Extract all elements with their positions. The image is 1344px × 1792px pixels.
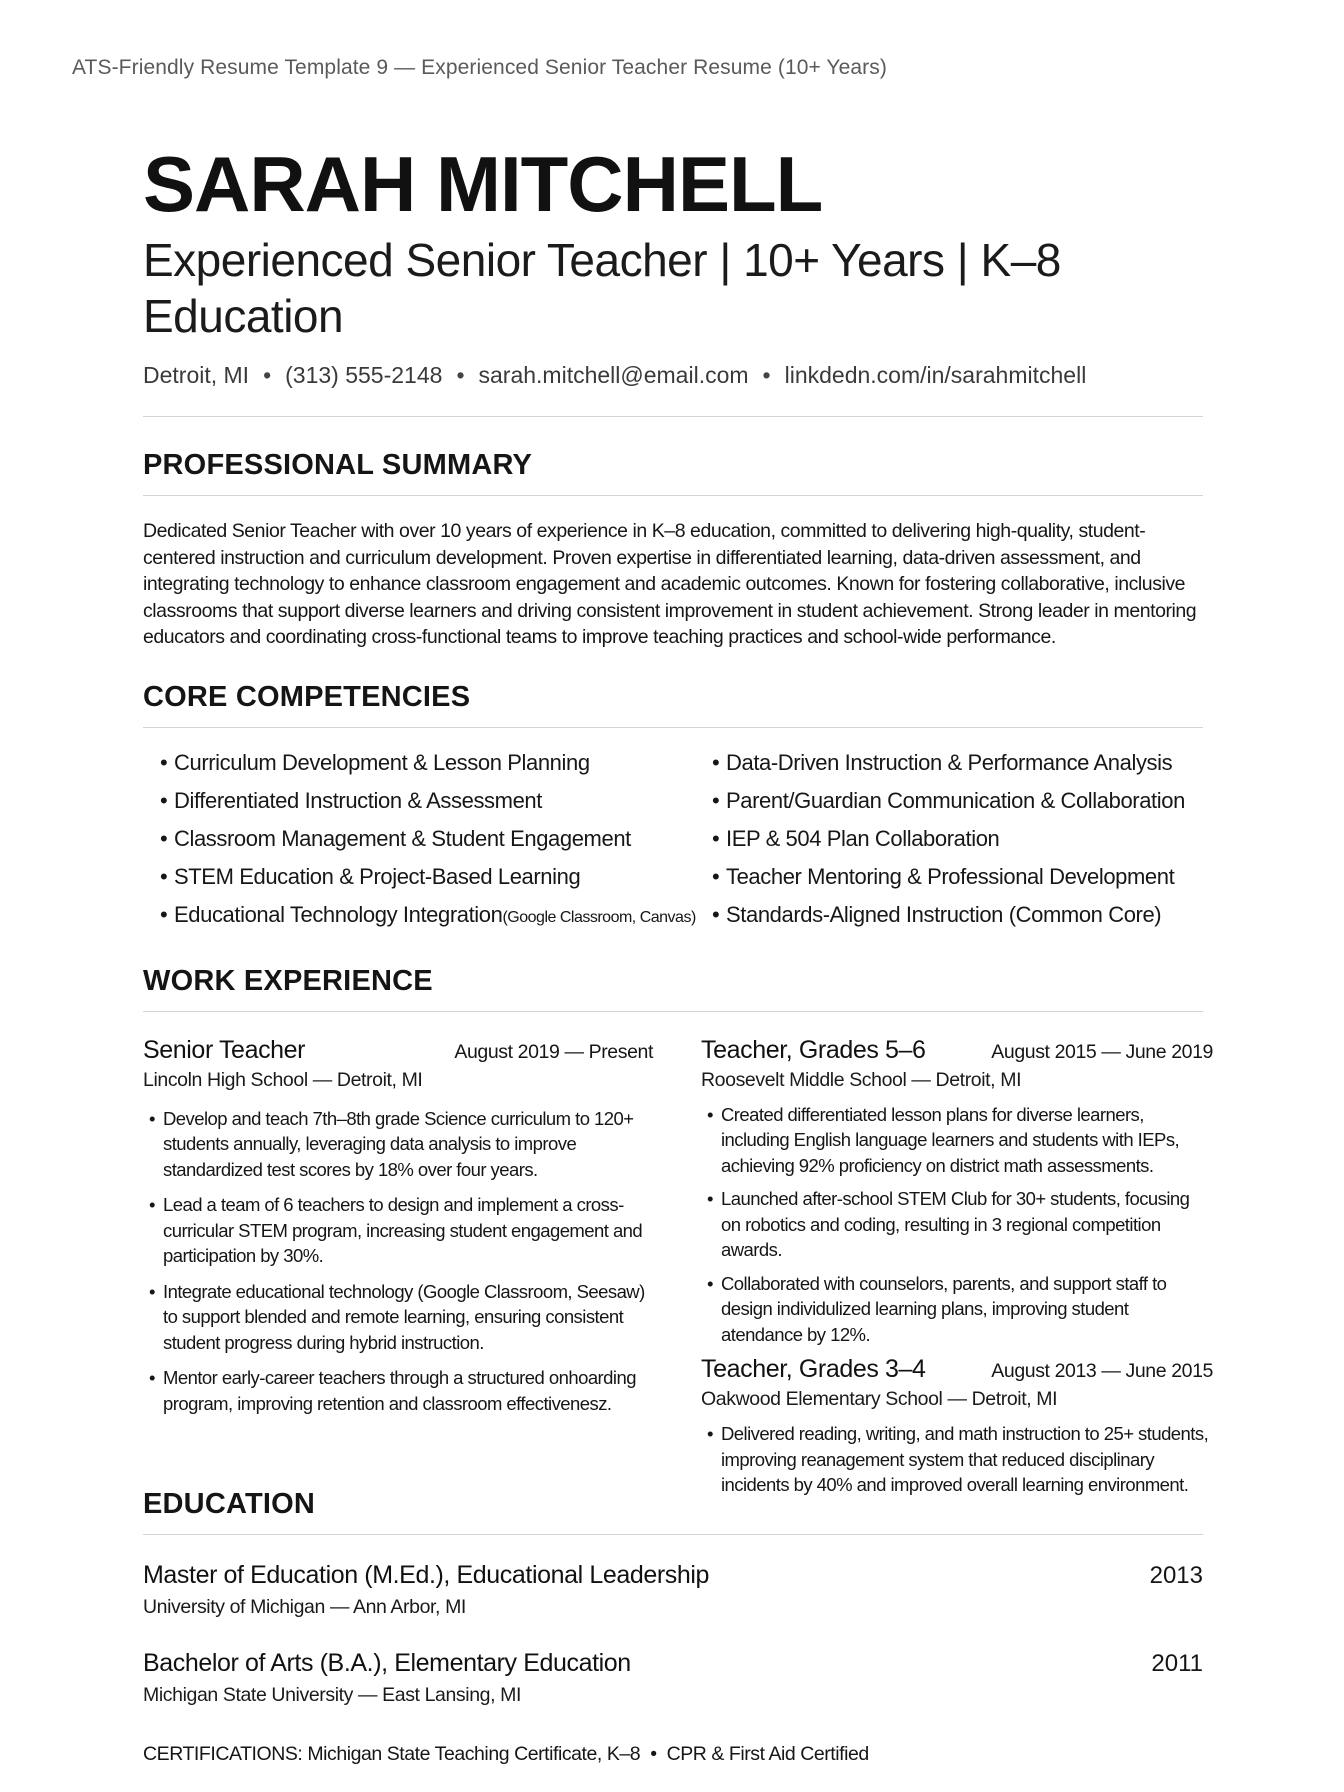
contact-phone: (313) 555-2148 [285,362,443,388]
experience-left-column [143,1036,653,1506]
education-entry [143,1649,1203,1707]
competency-item: • Teacher Mentoring & Professional Development [712,863,1175,889]
job-bullet: • Launched after-school STEM Club for 30+ students, focusing on robotics and coding, resulting in 3 regional competition awards. [721,1186,1213,1263]
job-title: Teacher, Grades 5–6 [701,1035,926,1064]
competencies-section [143,679,1203,728]
education-entry [143,1561,1203,1619]
candidate-headline: Experienced Senior Teacher | 10+ Years | K–8 Education [143,234,1061,342]
education-year: 2013 [1149,1561,1203,1589]
job-dates: August 2015 — June 2019 [991,1040,1213,1063]
competency-item: • Parent/Guardian Communication & Collaboration [712,787,1185,813]
contact-location: Detroit, MI [143,362,250,388]
contact-separator: • [456,362,465,388]
resume-page [143,140,1213,1766]
contact-separator: • [263,362,272,388]
job-organization: Roosevelt Middle School — Detroit, MI [701,1068,1022,1091]
contact-linkedin[interactable]: linkdedn.com/in/sarahmitchell [784,362,1087,388]
competency-item: • Educational Technology Integration(Google Classroom, Canvas) [160,901,696,927]
summary-section [143,447,1203,496]
divider [143,416,1203,417]
competency-item: • Curriculum Development & Lesson Planning [160,749,590,775]
competencies-list [143,744,1203,937]
education-school: Michigan State University — East Lansing, MI [143,1683,521,1706]
contact-line [143,360,1203,390]
job-bullets [701,1102,1213,1348]
job-dates: August 2019 — Present [454,1040,653,1063]
job-entry [701,1355,1213,1498]
competency-item: • Differentiated Instruction & Assessment [160,787,542,813]
experience-grid [143,1035,1213,1495]
education-year: 2011 [1151,1649,1203,1677]
divider [143,1534,1203,1535]
competencies-heading: CORE COMPETENCIES [143,680,471,713]
competency-item: • Standards-Aligned Instruction (Common Core) [712,901,1162,927]
job-dates: August 2013 — June 2015 [991,1360,1213,1382]
competencies-right-column [712,744,1212,937]
job-bullet: • Created differentiated lesson plans for diverse learners, including English language learners and students with IEPs, achieving 92% proficiency on district math assessments. [721,1102,1213,1179]
job-title: Senior Teacher [143,1035,306,1064]
job-organization: Lincoln High School — Detroit, MI [143,1068,423,1091]
divider [143,727,1203,728]
job-bullet: • Delivered reading, writing, and math instruction to 25+ students, improving reanagement system that reduced disciplinary incidents by 40% and improved overall learning environment. [721,1421,1213,1498]
job-bullet: • Develop and teach 7th–8th grade Science curriculum to 120+ students annually, leveraging data analysis to improve standardized test scores by 18% over four years. [163,1106,653,1183]
contact-email[interactable]: sarah.mitchell@email.com [478,362,749,388]
job-entry [701,1036,1213,1348]
job-bullets [701,1421,1213,1498]
divider [143,1011,1203,1012]
certification-item: CPR & First Aid Certified [666,1742,869,1765]
education-degree: Master of Education (M.Ed.), Educational Leadership [143,1560,710,1589]
certification-separator: • [650,1742,657,1765]
job-organization: Oakwood Elementary School — Detroit, MI [701,1388,1058,1410]
job-bullets [143,1106,653,1417]
certification-item: Michigan State Teaching Certificate, K–8 [307,1742,641,1765]
competency-item: • Classroom Management & Student Engagement [160,825,631,851]
summary-heading: PROFESSIONAL SUMMARY [143,449,533,481]
competency-note: (Google Classroom, Canvas) [502,908,696,926]
document-caption: ATS-Friendly Resume Template 9 — Experienced Senior Teacher Resume (10+ Years) [72,56,887,79]
job-title: Teacher, Grades 3–4 [701,1355,926,1383]
candidate-name: SARAH MITCHELL [143,140,823,228]
education-degree: Bachelor of Arts (B.A.), Elementary Education [143,1648,631,1677]
education-school: University of Michigan — Ann Arbor, MI [143,1595,466,1618]
competency-item: • STEM Education & Project-Based Learning [160,863,581,889]
job-bullet: • Integrate educational technology (Google Classroom, Seesaw) to support blended and remote learning, ensuring consistent student progress during hybrid instruction. [163,1279,653,1356]
job-bullet: • Collaborated with counselors, parents, and support staff to design individulized learning plans, improving student atendance by 12%. [721,1271,1213,1348]
job-entry [143,1036,653,1417]
contact-separator: • [762,362,771,388]
certifications-label: CERTIFICATIONS: [143,1742,303,1765]
competency-item: • Data-Driven Instruction & Performance Analysis [712,749,1173,775]
divider [143,495,1203,496]
education-heading: EDUCATION [143,1487,316,1520]
certifications-line [143,1743,1203,1766]
summary-text: Dedicated Senior Teacher with over 10 years of experience in K–8 education, committed to delivering high-quality, student-centered instruction and curriculum development. Proven expertise in differentiated learning, data-driven assessment, and integrating technology to enhance classroom engagement and academic outcomes. Known for fostering collaborative, inclusive classrooms that support diverse learners and driving consistent improvement in student achievement. Strong leader in mentoring educators and coordinating cross-functional teams to improve teaching practices and school-wide performance. [143,520,1197,648]
job-bullet: • Lead a team of 6 teachers to design and implement a cross-curricular STEM program, increasing student engagement and participation by 30%. [163,1192,653,1269]
competencies-left-column [160,744,712,937]
experience-section [143,963,1203,1012]
experience-heading: WORK EXPERIENCE [143,964,433,997]
experience-right-column [701,1036,1213,1506]
job-bullet: • Mentor early-career teachers through a structured onhoarding program, improving retention and classroom effectivenesz. [163,1365,653,1416]
competency-item: • IEP & 504 Plan Collaboration [712,825,1000,851]
